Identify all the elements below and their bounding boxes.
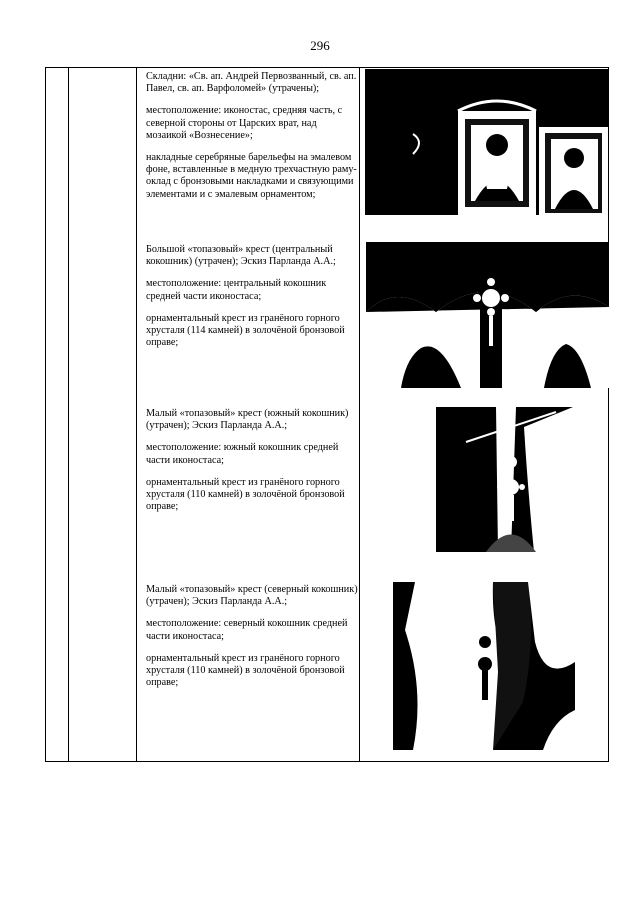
column-divider-3 bbox=[359, 68, 360, 761]
entry-description: орнаментальный крест из гранёного горного хрусталя (110 камней) в золочёной бронзовой оправе; bbox=[146, 476, 345, 513]
entry-title: Большой «топазовый» крест (центральный кокошник) (утрачен); Эскиз Парланда А.А.; bbox=[146, 244, 336, 268]
entry-location: местоположение: южный кокошник средней части иконостаса; bbox=[146, 442, 339, 466]
entry-skladni bbox=[146, 71, 358, 211]
entry-large-cross bbox=[146, 244, 358, 359]
entry-title: Складни: «Св. ап. Андрей Первозванный, св. ап. Павел, св. ап. Варфоломей» (утрачены); bbox=[146, 71, 357, 95]
entry-description: орнаментальный крест из гранёного горного хрусталя (114 камней) в золочёной бронзовой оправе; bbox=[146, 312, 345, 349]
column-divider-2 bbox=[136, 68, 137, 761]
entry-location: местоположение: центральный кокошник средней части иконостаса; bbox=[146, 278, 327, 302]
large-cross-photo bbox=[366, 242, 609, 388]
entry-title: Малый «топазовый» крест (южный кокошник) (утрачен); Эскиз Парланда А.А.; bbox=[146, 408, 349, 432]
skladni-photo bbox=[365, 69, 608, 215]
entry-small-cross-north bbox=[146, 584, 358, 699]
entry-description: накладные серебряные барельефы на эмалевом фоне, вставленные в медную трехчастную раму-оклад с бронзовыми накладками и связующими элементами и с эмалевым орнаментом; bbox=[146, 152, 357, 200]
entry-location: местоположение: иконостас, средняя часть, с северной стороны от Царских врат, над мозаикой «Вознесение»; bbox=[146, 105, 343, 141]
entry-location: местоположение: северный кокошник средней части иконостаса; bbox=[146, 618, 348, 642]
entry-title: Малый «топазовый» крест (северный кокошник) (утрачен); Эскиз Парланда А.А.; bbox=[146, 584, 358, 608]
small-cross-south-photo bbox=[436, 407, 573, 552]
entry-description: орнаментальный крест из гранёного горного хрусталя (110 камней) в золочёной бронзовой оправе; bbox=[146, 652, 345, 689]
column-divider-1 bbox=[68, 68, 69, 761]
inventory-table bbox=[45, 67, 609, 762]
entry-small-cross-south bbox=[146, 408, 358, 523]
page-number: 296 bbox=[310, 38, 330, 53]
small-cross-north-photo bbox=[393, 582, 575, 750]
